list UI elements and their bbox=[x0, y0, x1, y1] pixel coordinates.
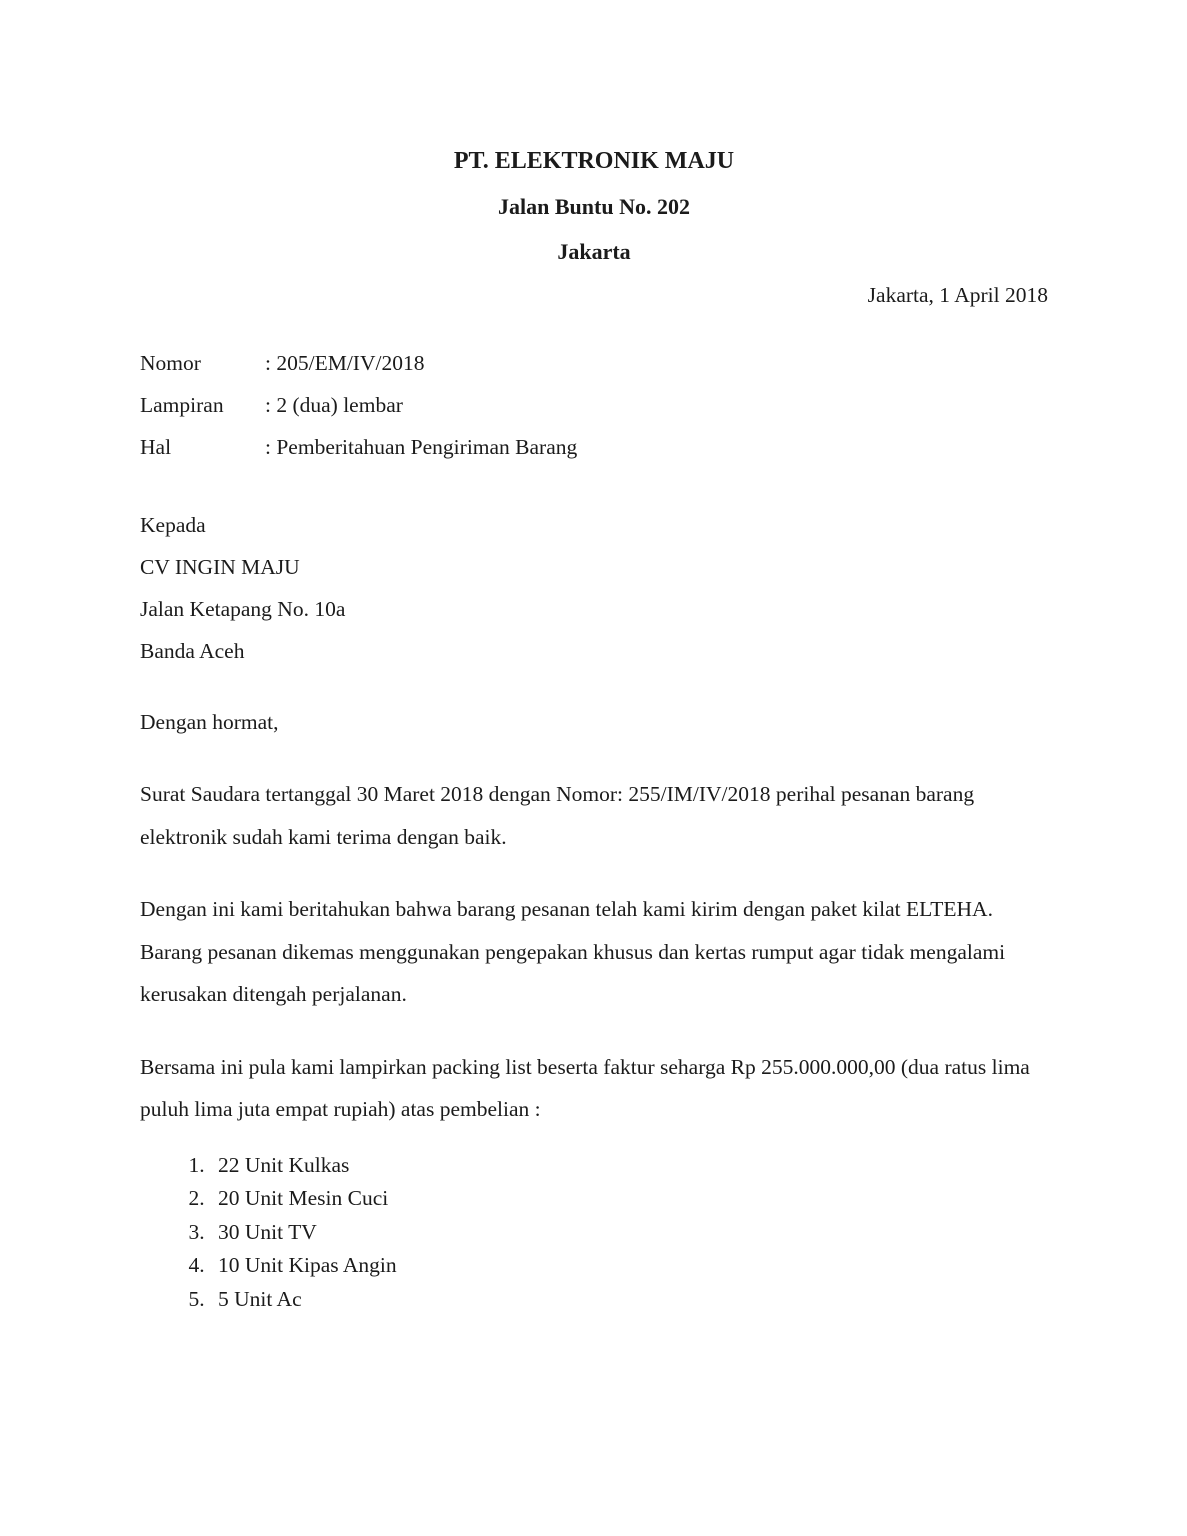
paragraph-1: Surat Saudara tertanggal 30 Maret 2018 dengan Nomor: 255/IM/IV/2018 perihal pesanan barang elektronik sudah kami terima dengan baik. bbox=[140, 782, 975, 849]
list-item: 3. 30 Unit TV bbox=[210, 1216, 1048, 1250]
meta-row-lampiran bbox=[140, 384, 1048, 426]
list-item: 5. 5 Unit Ac bbox=[210, 1283, 1048, 1317]
paragraph-2: Dengan ini kami beritahukan bahwa barang pesanan telah kami kirim dengan paket kilat ELTEHA. Barang pesanan dikemas menggunakan pengepakan khusus dan kertas rumput agar tidak mengalami kerusakan ditengah perjalanan. bbox=[140, 897, 1006, 1006]
list-item: 2. 20 Unit Mesin Cuci bbox=[210, 1182, 1048, 1216]
company-address: Jalan Buntu No. 202 bbox=[498, 194, 690, 219]
recipient-street: Jalan Ketapang No. 10a bbox=[140, 597, 346, 621]
meta-row-nomor bbox=[140, 342, 1048, 384]
recipient-block bbox=[140, 504, 1048, 672]
company-name: PT. ELEKTRONIK MAJU bbox=[453, 148, 735, 174]
meta-label-lampiran: Lampiran bbox=[140, 393, 224, 417]
meta-value-lampiran: : 2 (dua) lembar bbox=[265, 393, 403, 417]
dateline: Jakarta, 1 April 2018 bbox=[867, 283, 1048, 307]
meta-value-nomor: : 205/EM/IV/2018 bbox=[265, 351, 425, 375]
letterhead bbox=[140, 138, 1048, 274]
meta-label-nomor: Nomor bbox=[140, 351, 201, 375]
recipient-company: CV INGIN MAJU bbox=[140, 555, 300, 579]
recipient-city: Banda Aceh bbox=[140, 639, 245, 663]
purchase-item-list bbox=[140, 1149, 1048, 1317]
meta-label-hal: Hal bbox=[140, 435, 172, 459]
recipient-kepada: Kepada bbox=[140, 513, 206, 537]
letter-meta bbox=[140, 342, 1048, 468]
list-item: 4. 10 Unit Kipas Angin bbox=[210, 1249, 1048, 1283]
meta-value-hal: : Pemberitahuan Pengiriman Barang bbox=[265, 435, 578, 459]
salutation: Dengan hormat, bbox=[140, 710, 279, 734]
paragraph-3: Bersama ini pula kami lampirkan packing list beserta faktur seharga Rp 255.000.000,00 (dua ratus lima puluh lima juta empat rupiah) atas pembelian : bbox=[140, 1054, 1030, 1121]
list-item: 1. 22 Unit Kulkas bbox=[210, 1149, 1048, 1183]
meta-row-hal bbox=[140, 426, 1048, 468]
company-city: Jakarta bbox=[557, 239, 631, 264]
